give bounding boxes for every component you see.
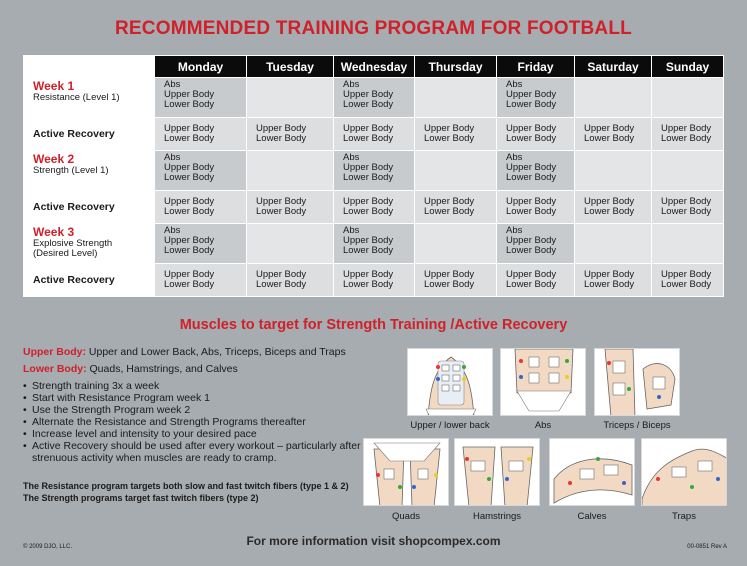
muscle-group: Abs bbox=[164, 79, 181, 90]
day-header-saturday: Saturday bbox=[575, 56, 652, 78]
day-header-friday: Friday bbox=[497, 56, 575, 78]
upper-body-text: Upper and Lower Back, Abs, Triceps, Biceps and Traps bbox=[88, 346, 346, 358]
muscle-group: Upper Body bbox=[506, 269, 557, 280]
muscle-group: Lower Body bbox=[343, 245, 394, 256]
muscle-group: Abs bbox=[506, 152, 523, 163]
hamstrings-illustration bbox=[454, 438, 540, 506]
schedule-cell bbox=[334, 78, 415, 118]
schedule-cell bbox=[415, 264, 497, 297]
schedule-cell bbox=[155, 191, 247, 224]
day-header-sunday: Sunday bbox=[652, 56, 724, 78]
tips-list bbox=[23, 380, 363, 464]
document-code: 00-0851 Rev A bbox=[687, 544, 727, 550]
muscle-group: Upper Body bbox=[256, 123, 307, 134]
schedule-cell bbox=[247, 224, 334, 264]
schedule-cell bbox=[652, 78, 724, 118]
schedule-cell bbox=[415, 224, 497, 264]
muscle-group: Abs bbox=[506, 79, 523, 90]
muscle-group: Upper Body bbox=[343, 235, 394, 246]
calves-illustration bbox=[549, 438, 635, 506]
table-row bbox=[24, 118, 724, 151]
table-row bbox=[24, 191, 724, 224]
muscle-group: Upper Body bbox=[506, 235, 557, 246]
muscle-group: Upper Body bbox=[424, 196, 475, 207]
muscle-group: Lower Body bbox=[164, 99, 215, 110]
schedule-cell bbox=[247, 118, 334, 151]
back-body-icon bbox=[408, 349, 493, 416]
muscle-group: Upper Body bbox=[661, 196, 712, 207]
schedule-cell bbox=[155, 118, 247, 151]
row-label: Active Recovery bbox=[24, 191, 155, 224]
muscle-group: Lower Body bbox=[506, 99, 557, 110]
muscle-group: Lower Body bbox=[584, 206, 635, 217]
schedule-cell bbox=[575, 78, 652, 118]
muscle-group: Upper Body bbox=[343, 89, 394, 100]
table-row bbox=[24, 78, 724, 118]
list-item: • Start with Resistance Program week 1 bbox=[23, 392, 363, 404]
muscle-group: Upper Body bbox=[506, 89, 557, 100]
schedule-cell bbox=[247, 151, 334, 191]
muscle-group: Abs bbox=[343, 152, 360, 163]
muscle-group: Abs bbox=[343, 79, 360, 90]
muscle-group: Lower Body bbox=[506, 206, 557, 217]
schedule-cell bbox=[334, 264, 415, 297]
table-row bbox=[24, 264, 724, 297]
muscle-group: Lower Body bbox=[256, 279, 307, 290]
schedule-cell bbox=[652, 224, 724, 264]
list-item: • Alternate the Resistance and Strength Programs thereafter bbox=[23, 416, 363, 428]
lower-body-text: Quads, Hamstrings, and Calves bbox=[89, 363, 238, 375]
muscle-group: Lower Body bbox=[424, 279, 475, 290]
schedule-cell bbox=[415, 78, 497, 118]
schedule-cell bbox=[415, 191, 497, 224]
day-header-tuesday: Tuesday bbox=[247, 56, 334, 78]
muscle-group: Upper Body bbox=[343, 196, 394, 207]
day-header-monday: Monday bbox=[155, 56, 247, 78]
muscle-group: Lower Body bbox=[343, 133, 394, 144]
week-title: Week 2 bbox=[33, 152, 75, 166]
schedule-cell bbox=[247, 264, 334, 297]
abs-illustration bbox=[500, 348, 586, 416]
row-label: Active Recovery bbox=[24, 118, 155, 151]
muscle-group: Lower Body bbox=[343, 172, 394, 183]
muscle-group: Lower Body bbox=[506, 245, 557, 256]
row-label bbox=[24, 151, 155, 191]
schedule-cell bbox=[334, 118, 415, 151]
legs-front-icon bbox=[364, 439, 449, 506]
list-item: • Active Recovery should be used after every workout – particularly after strenuous activity when muscles are ready to cramp. bbox=[23, 440, 363, 464]
footer-link-text: For more information visit shopcompex.com bbox=[246, 534, 501, 548]
week-title: Week 1 bbox=[33, 79, 75, 93]
table-row bbox=[24, 224, 724, 264]
row-label bbox=[24, 78, 155, 118]
muscles-title: Muscles to target for Strength Training /Active Recovery bbox=[179, 317, 568, 333]
muscle-group: Abs bbox=[164, 152, 181, 163]
program-name: Resistance (Level 1) bbox=[33, 92, 120, 103]
muscle-group: Upper Body bbox=[164, 235, 215, 246]
program-level: (Desired Level) bbox=[33, 248, 98, 259]
muscle-group: Upper Body bbox=[343, 123, 394, 134]
muscle-group: Lower Body bbox=[506, 172, 557, 183]
schedule-cell bbox=[497, 224, 575, 264]
schedule-cell bbox=[575, 224, 652, 264]
schedule-cell bbox=[497, 151, 575, 191]
calves-caption: Calves bbox=[577, 511, 607, 522]
program-name: Explosive Strength bbox=[33, 238, 113, 249]
quads-caption: Quads bbox=[392, 511, 420, 522]
muscle-group: Upper Body bbox=[661, 269, 712, 280]
muscle-group: Lower Body bbox=[424, 133, 475, 144]
muscle-group: Lower Body bbox=[343, 279, 394, 290]
muscle-group: Upper Body bbox=[164, 196, 215, 207]
muscle-group: Lower Body bbox=[661, 133, 712, 144]
schedule-cell bbox=[575, 151, 652, 191]
shoulder-icon bbox=[642, 439, 727, 506]
schedule-cell bbox=[497, 264, 575, 297]
hamstrings-caption: Hamstrings bbox=[472, 511, 522, 522]
schedule-cell bbox=[415, 151, 497, 191]
muscle-group: Upper Body bbox=[506, 196, 557, 207]
muscle-group: Upper Body bbox=[584, 196, 635, 207]
page-title: RECOMMENDED TRAINING PROGRAM FOR FOOTBALL bbox=[115, 18, 632, 39]
muscle-group: Abs bbox=[343, 225, 360, 236]
schedule-cell bbox=[575, 191, 652, 224]
muscle-group: Lower Body bbox=[506, 279, 557, 290]
table-row bbox=[24, 151, 724, 191]
quads-illustration bbox=[363, 438, 449, 506]
traps-illustration bbox=[641, 438, 727, 506]
muscle-group: Upper Body bbox=[164, 162, 215, 173]
muscle-group: Upper Body bbox=[584, 123, 635, 134]
schedule-cell bbox=[415, 118, 497, 151]
day-header-wednesday: Wednesday bbox=[334, 56, 415, 78]
muscle-group: Upper Body bbox=[424, 269, 475, 280]
legs-back-icon bbox=[455, 439, 540, 506]
schedule-cell bbox=[652, 118, 724, 151]
strength-note: The Strength programs target fast twitch fibers (type 2) bbox=[23, 493, 259, 503]
muscle-group: Lower Body bbox=[256, 206, 307, 217]
muscle-group: Lower Body bbox=[164, 245, 215, 256]
muscle-group: Lower Body bbox=[256, 133, 307, 144]
day-header-thursday: Thursday bbox=[415, 56, 497, 78]
muscle-group: Lower Body bbox=[164, 206, 215, 217]
muscle-group: Upper Body bbox=[164, 123, 215, 134]
muscle-group: Upper Body bbox=[164, 89, 215, 100]
muscle-group: Abs bbox=[506, 225, 523, 236]
muscle-group: Lower Body bbox=[661, 206, 712, 217]
training-schedule-table bbox=[23, 55, 724, 297]
muscle-group: Abs bbox=[164, 225, 181, 236]
schedule-cell bbox=[497, 191, 575, 224]
muscle-group: Lower Body bbox=[661, 279, 712, 290]
muscle-group: Lower Body bbox=[343, 99, 394, 110]
arm-icon bbox=[595, 349, 680, 416]
schedule-cell bbox=[575, 118, 652, 151]
schedule-cell bbox=[155, 78, 247, 118]
muscle-group: Lower Body bbox=[164, 279, 215, 290]
table-header-row bbox=[24, 56, 724, 78]
schedule-cell bbox=[652, 151, 724, 191]
schedule-cell bbox=[247, 78, 334, 118]
abs-body-icon bbox=[501, 349, 586, 416]
list-item: • Increase level and intensity to your desired pace bbox=[23, 428, 363, 440]
schedule-cell bbox=[334, 224, 415, 264]
muscle-group: Upper Body bbox=[584, 269, 635, 280]
list-item: • Use the Strength Program week 2 bbox=[23, 404, 363, 416]
muscle-group: Upper Body bbox=[506, 162, 557, 173]
schedule-cell bbox=[497, 78, 575, 118]
schedule-cell bbox=[575, 264, 652, 297]
abs-caption: Abs bbox=[534, 420, 552, 431]
upper-body-line bbox=[23, 346, 346, 358]
muscle-group: Upper Body bbox=[343, 162, 394, 173]
program-name: Strength (Level 1) bbox=[33, 165, 109, 176]
muscle-group: Lower Body bbox=[343, 206, 394, 217]
muscle-group: Upper Body bbox=[256, 196, 307, 207]
schedule-cell bbox=[334, 151, 415, 191]
lower-body-label: Lower Body: bbox=[23, 363, 87, 375]
row-label: Active Recovery bbox=[24, 264, 155, 297]
schedule-cell bbox=[497, 118, 575, 151]
resistance-note: The Resistance program targets both slow and fast twitch fibers (type 1 & 2) bbox=[23, 481, 349, 491]
muscle-group: Lower Body bbox=[164, 172, 215, 183]
traps-caption: Traps bbox=[672, 511, 696, 522]
upper-body-label: Upper Body: bbox=[23, 346, 86, 358]
schedule-cell bbox=[155, 224, 247, 264]
muscle-group: Lower Body bbox=[506, 133, 557, 144]
muscle-group: Lower Body bbox=[584, 133, 635, 144]
triceps-caption: Triceps / Biceps bbox=[603, 420, 671, 431]
upper-back-caption: Upper / lower back bbox=[410, 420, 490, 431]
muscle-group: Upper Body bbox=[661, 123, 712, 134]
list-item: • Strength training 3x a week bbox=[23, 380, 363, 392]
schedule-cell bbox=[652, 264, 724, 297]
schedule-cell bbox=[334, 191, 415, 224]
muscle-group: Upper Body bbox=[256, 269, 307, 280]
muscle-group: Lower Body bbox=[584, 279, 635, 290]
muscle-group: Upper Body bbox=[424, 123, 475, 134]
copyright: © 2009 DJO, LLC. bbox=[23, 544, 73, 550]
calves-icon bbox=[550, 439, 635, 506]
muscle-group: Upper Body bbox=[164, 269, 215, 280]
schedule-cell bbox=[155, 264, 247, 297]
schedule-cell bbox=[155, 151, 247, 191]
muscle-group: Upper Body bbox=[506, 123, 557, 134]
upper-back-illustration bbox=[407, 348, 493, 416]
muscle-group: Upper Body bbox=[343, 269, 394, 280]
triceps-illustration bbox=[594, 348, 680, 416]
row-label bbox=[24, 224, 155, 264]
lower-body-line bbox=[23, 363, 238, 375]
schedule-cell bbox=[652, 191, 724, 224]
muscle-group: Lower Body bbox=[164, 133, 215, 144]
week-title: Week 3 bbox=[33, 225, 75, 239]
schedule-cell bbox=[247, 191, 334, 224]
muscle-group: Lower Body bbox=[424, 206, 475, 217]
